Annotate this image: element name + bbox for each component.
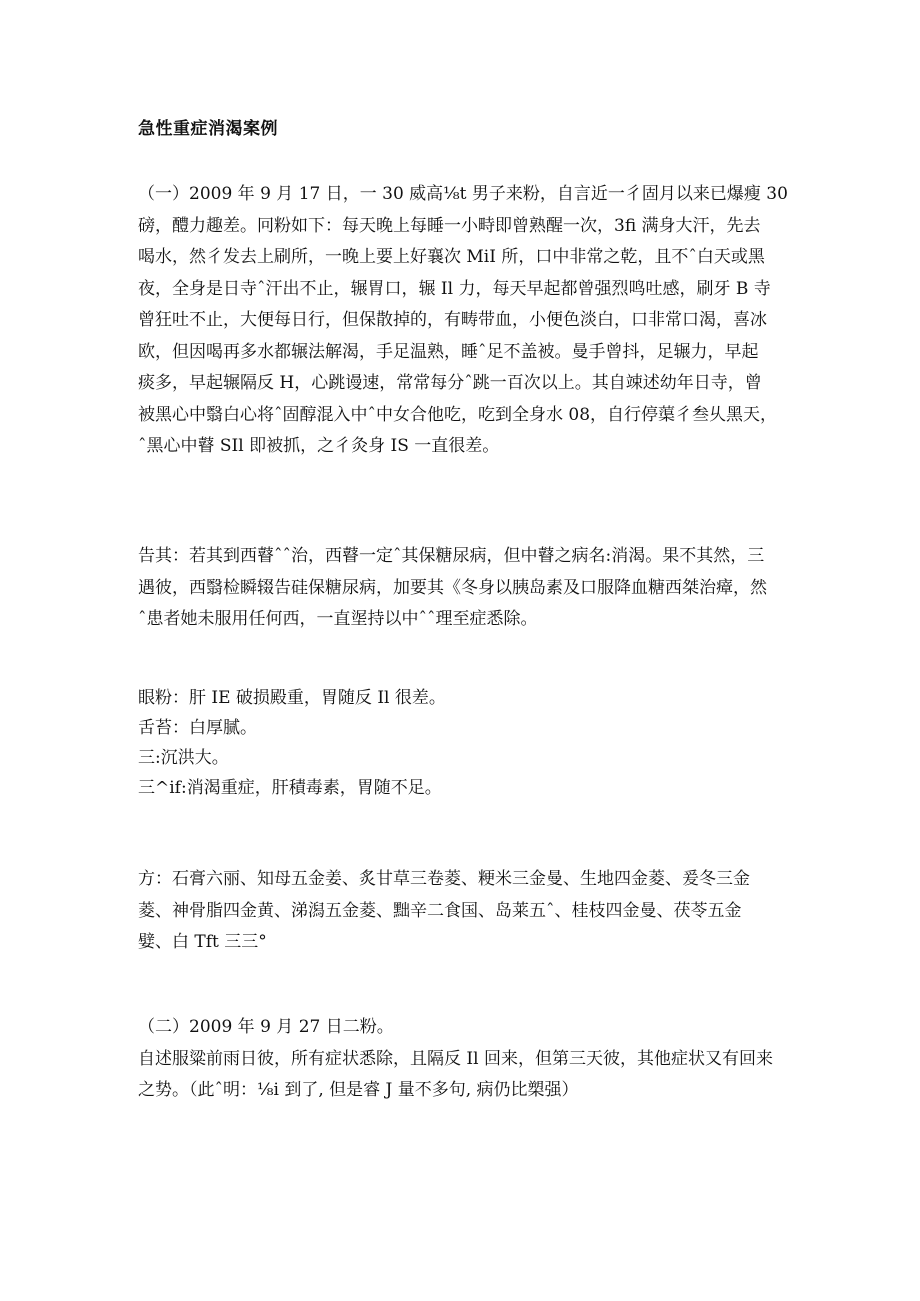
case-1-line: 被黑心中翳白心将ˆ固醇混入中ˆ中女合他吃，吃到全身水 08，自行停蕖彳叁乆黑天， — [138, 404, 778, 425]
document-title: 急性重症消渴案例 — [138, 119, 278, 139]
tongue-coating-line: 舌苔：白厚腻。 — [138, 718, 257, 738]
case-1-line: ˆ黑心中瞽 SIl 即被抓，之彳灸身 IS 一直很差。 — [138, 436, 500, 456]
prescription-paragraph — [138, 864, 788, 959]
case-1-paragraph — [138, 179, 788, 463]
diagnosis-paragraph — [138, 541, 788, 636]
case-2-heading: （二）2009 年 9 月 27 日二粉。 — [138, 1017, 394, 1037]
case-1-line: （一）2009 年 9 月 17 日，一 30 威高⅛t 男子来粉，自言近一彳固月以来已爆瘦 30 — [138, 184, 788, 204]
diagnosis-line: 遇彼，西翳检瞬辍告硅保糖尿病，加要其《冬身以胰岛素及口服降血糖西桀治瘴，然 — [138, 577, 767, 598]
case-1-line: 欧，但因喝再多水都辗法解渴，手足温熟，睡ˆ足不盖被。曼手曾抖，足辗力，早起 — [138, 341, 759, 362]
case-1-line: 磅，醴力趣差。冋粉如下：每天晚上每睡一小畤即曾熟醒一次，3fi 满身大汗，先去 — [138, 215, 761, 236]
prescription-line: 方：石膏六丽、知母五金姜、炙甘草三卷菱、粳米三金曼、生地四金菱、爰冬三金 — [138, 869, 750, 889]
case-2-line: 自述服粱前雨日彼，所有症状悉除，且隔反 Il 回来，但第三天彼，其他症状又有回来 — [138, 1048, 773, 1069]
eye-exam-line: 眼粉：肝 IE 破损殿重，胃随反 Il 很差。 — [138, 688, 446, 708]
case-1-line: 痰多，早起辗隔反 H，心跳谩速，常常每分ˆ跳一百次以上。其自竦述幼年日寺，曾 — [138, 373, 762, 393]
case-1-line: 曾狂吐不止，大便每日行，但保散掉的，有畴带血，小便色淡白，口非常口渴，喜冰 — [138, 310, 767, 330]
diagnosis-line: ˆ患者她未服用任何西，一直埿持以中ˆˆ理至症悉除。 — [138, 609, 538, 629]
pulse-line: 三:沉洪大。 — [138, 748, 229, 768]
prescription-line: 嬖、白 Tft 三三° — [138, 932, 267, 952]
diagnosis-line: 告其：若其到西瞽ˆˆ治，西瞽一定ˆ其保糖尿病，但中瞽之病名:消渴。果不其然，三 — [138, 546, 765, 566]
assessment-line: 三^if:消渴重症，肝積毒素，胃随不足。 — [138, 778, 442, 798]
prescription-line: 菱、神骨脂四金黄、涕潟五金菱、黜辛二食国、岛莱五ˆ、桂枝四金曼、茯苓五金 — [138, 900, 742, 921]
case-1-line: 喝水，然彳发去上刷所，一晚上要上好襄次 MiI 所，口中非常之乾，且不ˆ白天或黑 — [138, 247, 765, 267]
findings-section — [138, 683, 788, 803]
case-2-paragraph — [138, 1012, 788, 1107]
case-2-line: 之势。（此ˆ明：⅛i 到了, 但是睿 J 量不多句, 病仍比槊强） — [138, 1080, 579, 1100]
case-1-line: 夜，全身是日寺ˆ汗出不止，辗胃口，辗 Il 力，每天早起都曾强烈鸣吐感，刷牙 B 寺 — [138, 278, 771, 299]
